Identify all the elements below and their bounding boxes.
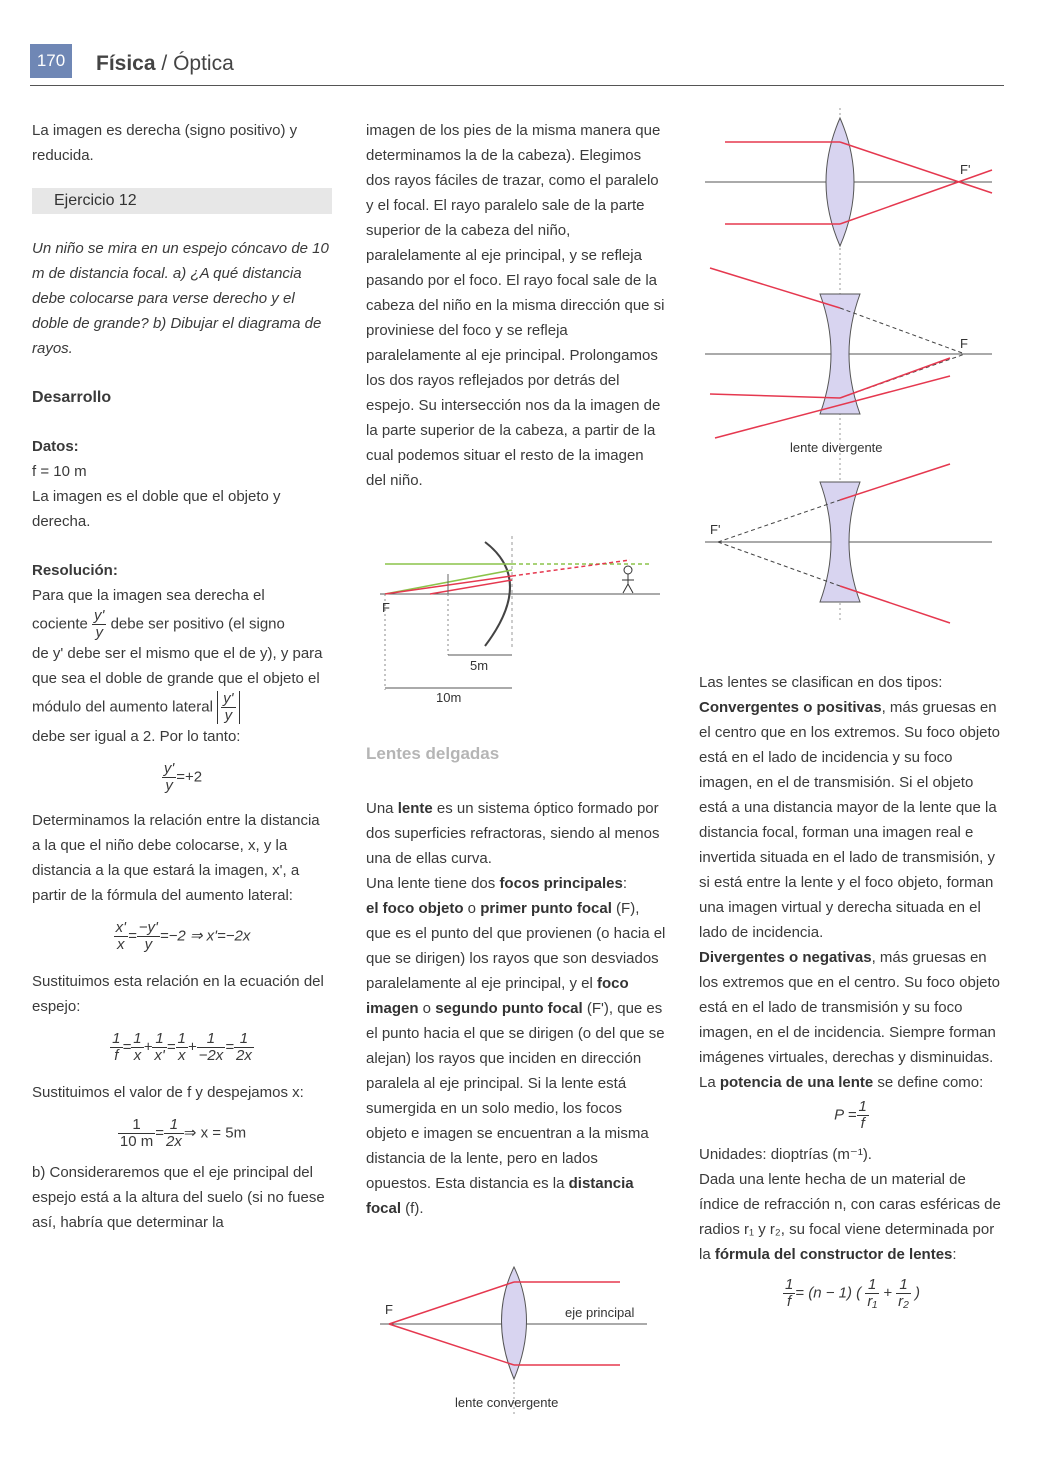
- eq3-n2: 1: [133, 1030, 142, 1047]
- foci-intro: Una lente tiene dos focos principales:: [366, 875, 627, 892]
- eq3-n4: 1: [177, 1030, 186, 1047]
- mirror-f-label: F: [382, 600, 390, 615]
- eq4-n1: 1: [118, 1117, 155, 1134]
- resolucion-text-3: [32, 641, 332, 724]
- lm-r1: r₁: [867, 1293, 878, 1310]
- divergent-paragraph: Divergentes o negativas, más gruesas en los extremos que en el centro. Su foco objeto está en el lado de transmisión y su foco imagen, en el de incidencia. Siempre forman imágenes virtuales, derechas y disminuidas.: [699, 949, 1001, 1066]
- column-2: [366, 118, 666, 493]
- resolucion-heading: Resolución:: [32, 562, 118, 579]
- subst2-paragraph: Sustituimos el valor de f y despejamos x:: [32, 1084, 304, 1101]
- equation-2: $\frac{x'}{x}$ = $\frac{-y'}{y}$ =−2 ⇒ x'=−2x: [115, 919, 251, 953]
- div-ray-2-out: [840, 358, 950, 398]
- eq2-d2: y: [144, 936, 153, 953]
- page-header: [96, 52, 234, 76]
- eq1-frac: [162, 761, 176, 794]
- exercise-label: Ejercicio 12: [32, 188, 332, 214]
- div2-ray-ext-2: [718, 542, 840, 586]
- eq4-rhs: ⇒ x = 5m: [183, 1124, 247, 1142]
- conv-lens: [826, 118, 854, 246]
- eq2-d1: x: [117, 936, 125, 953]
- lens-ray-top: [389, 1282, 514, 1324]
- dim-5m-label: 5m: [470, 658, 489, 673]
- header-separator: /: [161, 52, 168, 75]
- power-lhs: P =: [834, 1106, 857, 1124]
- axis-label: eje principal: [565, 1305, 635, 1320]
- header-topic: Óptica: [173, 52, 234, 75]
- lm-num: 1: [784, 1276, 794, 1293]
- ratio-fraction: [92, 608, 106, 641]
- eq3-n6: 1: [234, 1031, 254, 1048]
- lens-caption: lente convergente: [455, 1395, 559, 1410]
- column-3: [699, 670, 1004, 1320]
- div-ray-2: [710, 394, 840, 398]
- equation-4: $\frac{1}{10 m}$ = $\frac{1}{2x}$ ⇒ x = 5m: [119, 1116, 247, 1150]
- lensmaker-equation: $\frac{1}{f}$ = (n − 1) ( $\frac{1}{\text{r₁}}$ + $\frac{1}{\text{r₂}}$ ): [784, 1276, 921, 1310]
- rays-paragraph: imagen de los pies de la misma manera que determinamos la de la cabeza). Elegimos dos rayos fáciles de trazar, como el paralelo y el focal. El rayo paralelo sale de la parte superior de la cabeza del niño, paralelamente al eje principal, y se refleja pasando por el foco. El rayo focal sale de la cabeza del niño en la misma dirección que si proviniese del foco y se refleja paralelamente al eje principal. Prolongamos los dos rayos reflejados por detrás del espejo. Su intersección nos da la imagen de la parte superior de la cabeza, a partir de la cual podemos situar el resto de la imagen del niño.: [366, 122, 665, 489]
- eq1-rhs: =+2: [176, 768, 203, 786]
- subst-paragraph: Sustituimos esta relación en la ecuación del espejo:: [32, 973, 324, 1015]
- column-2-lower: [366, 741, 666, 1221]
- eq1-num: y': [163, 760, 175, 777]
- eq3-xp: x': [154, 1047, 165, 1064]
- div-ray-1-ext: [840, 308, 965, 354]
- resolucion-text-1: Para que la imagen sea derecha el: [32, 587, 265, 604]
- relation-paragraph: Determinamos la relación entre la distancia a la que el niño debe colocarse, x, y la distancia a la que estará la imagen, x', a partir de la fórmula del aumento lateral:: [32, 812, 320, 904]
- datos-text: La imagen es el doble que el objeto y derecha.: [32, 488, 281, 530]
- eq3-m2x: −2x: [198, 1047, 224, 1064]
- section-title: Lentes delgadas: [366, 744, 500, 763]
- eq3-x2: x: [177, 1047, 186, 1064]
- eq3-2x: 2x: [236, 1047, 252, 1064]
- abs-den: y: [224, 707, 233, 724]
- equation-1: [32, 761, 332, 794]
- eq1-den: y: [165, 777, 173, 794]
- fraction-den: y: [95, 624, 103, 641]
- units-line: Unidades: dioptrías (m⁻¹).: [699, 1146, 872, 1163]
- page-number-badge: 170: [30, 44, 72, 78]
- convergent-lens-diagram: [375, 1262, 660, 1422]
- abs-fraction: [217, 691, 239, 724]
- eq4-n2: 1: [164, 1117, 184, 1134]
- lateral-text: de y' debe ser el mismo que el de y), y para que sea el doble de grande que el objeto el módulo del aumento lateral: [32, 645, 323, 716]
- eq4-d2: 2x: [166, 1133, 182, 1150]
- concave-mirror-diagram: [370, 530, 670, 710]
- exercise-statement: Un niño se mira en un espejo cóncavo de 10 m de distancia focal. a) ¿A qué distancia debe colocarse para verse derecho y el doble de grande? b) Dibujar el diagrama de rayos.: [32, 240, 329, 357]
- equation-3: $\frac{1}{f}$ = $\frac{1}{x}$ + $\frac{1}{x'}$ = $\frac{1}{x}$ + $\frac{1}{-2x}$ = $\frac{1}{2x}$: [112, 1030, 252, 1064]
- lm-n2: 1: [896, 1277, 911, 1294]
- conv-ray-2-out: [840, 170, 992, 224]
- eq2-n1: x': [115, 919, 126, 936]
- div-f-label: F: [960, 336, 968, 351]
- fraction-num: y': [94, 607, 105, 624]
- child-head: [624, 566, 632, 574]
- lente-term: lente: [397, 800, 433, 817]
- header-rule: [30, 85, 1004, 86]
- resolucion-text-2: [32, 608, 332, 641]
- div2-ray-ext: [718, 500, 840, 542]
- eq3-n1: 1: [112, 1030, 121, 1047]
- div-caption: lente divergente: [790, 440, 883, 455]
- cociente-word: cociente: [32, 615, 88, 633]
- lens-f-label: F: [385, 1302, 393, 1317]
- lens-definition: Una lente es un sistema óptico formado por dos superficies refractoras, siendo al menos una de ellas curva.: [366, 800, 660, 867]
- f-value: f = 10 m: [32, 463, 87, 480]
- eq3-x: x: [133, 1047, 142, 1064]
- foci-paragraph: el foco objeto o primer punto focal (F), que es el punto del que provienen (o hacia el que se dirigen) los rayos que son desviados paralelamente al eje principal, y el foco imagen o segundo punto focal (F'), que es el punto hacia el que se dirigen (o del que se alejan) los rayos que inciden en dirección paralela al eje principal. Si la lente está sumergida en un solo medio, los focos objeto e imagen se encuentran a la misma distancia de la lente, pero en lados opuestos. Esta distancia es la distancia focal (f).: [366, 900, 666, 1217]
- power-equation: [699, 1099, 1004, 1132]
- header-subject: Física: [96, 52, 156, 75]
- power-num: 1: [858, 1098, 867, 1115]
- cociente-rest: debe ser positivo (el signo: [110, 615, 285, 633]
- intro-paragraph: La imagen es derecha (signo positivo) y reducida.: [32, 122, 298, 164]
- datos-heading: Datos:: [32, 438, 79, 455]
- eq2-rhs: =−2 ⇒ x'=−2x: [159, 927, 251, 945]
- lens-types-intro: Las lentes se clasifican en dos tipos:: [699, 674, 943, 691]
- eq3-n3: 1: [152, 1031, 166, 1048]
- part-b-paragraph: b) Consideraremos que el eje principal del espejo está a la altura del suelo (si no fuese así, habría que determinar la: [32, 1164, 325, 1231]
- resolucion-text-4: debe ser igual a 2. Por lo tanto:: [32, 728, 241, 745]
- focos-term: focos principales: [499, 875, 623, 892]
- eq2-frac-1: [114, 920, 128, 953]
- lens-ray-bottom: [389, 1324, 514, 1365]
- abs-frac: [221, 691, 235, 724]
- abs-num: y': [223, 690, 234, 707]
- eq4-d1: 10 m: [119, 1133, 154, 1150]
- eq3-f: f: [114, 1047, 119, 1064]
- child-body: [622, 574, 634, 593]
- lm-r2: r₂: [898, 1293, 909, 1310]
- convergent-paragraph: Convergentes o positivas, más gruesas en el centro que en los extremos. Su foco objeto está en el lado de incidencia y su foco imagen, en el de transmisión. Si el objeto está a una distancia mayor de la lente que la distancia focal, forman una imagen real e invertida situada en el lado de transmisión, y si está entre la lente y el foco objeto, forman una imagen virtual y derecha situada en el lado de incidencia.: [699, 699, 1001, 941]
- column-1: [32, 118, 332, 1235]
- lens-types-diagram: [700, 108, 1000, 628]
- red-ray-extension: [512, 560, 630, 576]
- div-ray-1: [710, 268, 840, 308]
- conv-fp-label: F': [960, 162, 971, 177]
- lensmaker-paragraph: Dada una lente hecha de un material de índice de refracción n, con caras esféricas de radios r₁ y r₂, su focal viene determinada por la fórmula del constructor de lentes:: [699, 1171, 1001, 1263]
- eq2-n2: −y': [138, 919, 158, 936]
- power-paragraph: La potencia de una lente se define como:: [699, 1074, 984, 1091]
- div2-fp-label: F': [710, 522, 721, 537]
- div2-ray-out: [840, 586, 950, 623]
- lm-n1: 1: [865, 1277, 879, 1294]
- lm-mid: = (n − 1): [795, 1284, 852, 1302]
- desarrollo-heading: Desarrollo: [32, 389, 112, 406]
- dim-10m-label: 10m: [436, 690, 462, 705]
- eq3-n5: 1: [197, 1031, 226, 1048]
- power-den: f: [860, 1115, 865, 1132]
- eq2-frac-2: [137, 920, 160, 953]
- lm-f: f: [787, 1293, 792, 1310]
